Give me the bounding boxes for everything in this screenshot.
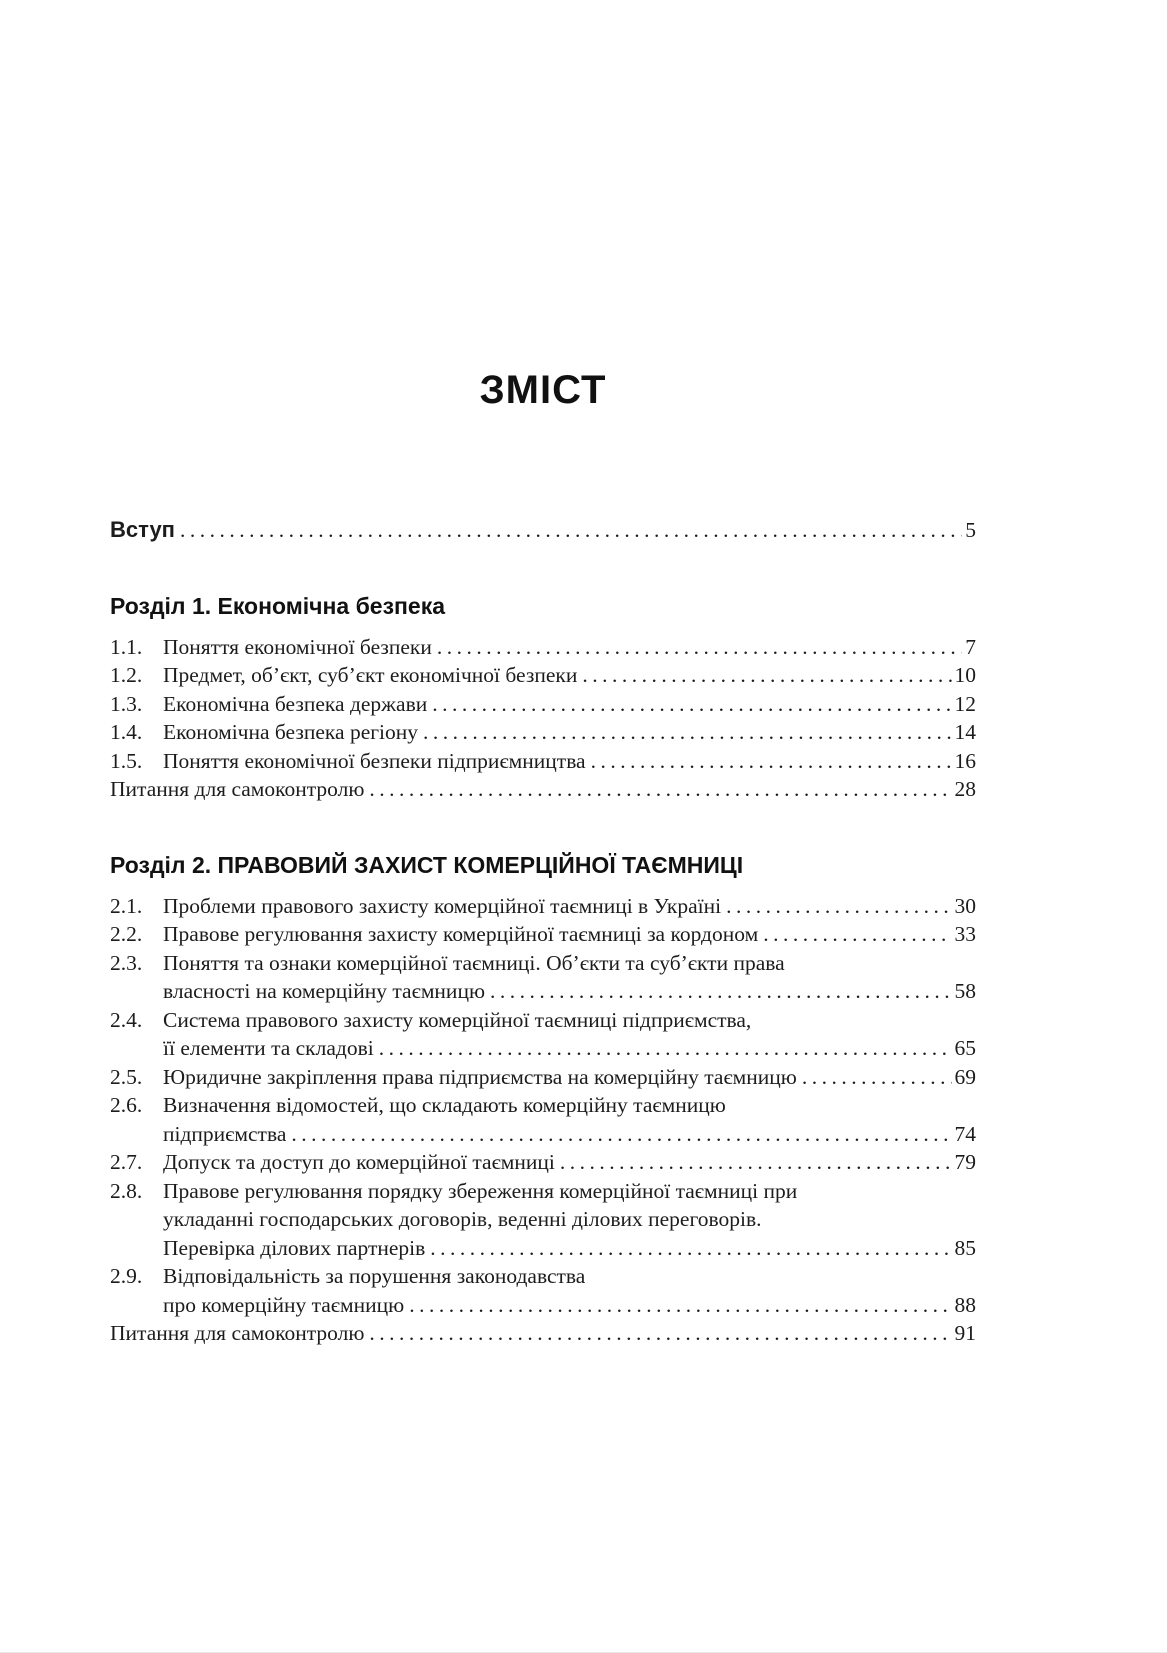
dot-leader xyxy=(582,661,951,690)
toc-entry xyxy=(110,1148,976,1177)
toc-line xyxy=(110,1006,976,1035)
dot-leader xyxy=(591,747,952,776)
entry-number: 2.3. xyxy=(110,950,143,975)
entry-page-number: 5 xyxy=(965,518,976,542)
toc-line xyxy=(110,1034,976,1063)
entry-page-number: 85 xyxy=(954,1235,976,1260)
entry-number: 2.9. xyxy=(110,1264,143,1288)
toc-line xyxy=(110,516,976,545)
dot-leader xyxy=(423,718,951,747)
dot-leader xyxy=(379,1034,952,1063)
dot-leader xyxy=(430,1234,951,1263)
entry-page-number: 74 xyxy=(954,1121,976,1146)
dot-leader xyxy=(490,977,951,1006)
dot-leader xyxy=(369,775,951,804)
entry-title: Перевірка ділових партнерів xyxy=(163,1235,426,1260)
dot-leader xyxy=(560,1148,952,1177)
entry-number: 1.4. xyxy=(110,720,143,744)
entry-page-number: 79 xyxy=(954,1150,976,1174)
toc-line xyxy=(110,1120,976,1149)
dot-leader xyxy=(432,690,951,719)
entry-number: 2.7. xyxy=(110,1150,143,1174)
entry-number: 1.2. xyxy=(110,663,143,687)
toc-section xyxy=(110,591,976,804)
entry-page-number: 91 xyxy=(954,1321,976,1345)
section-heading: Розділ 1. Економічна безпека xyxy=(110,592,445,619)
toc-line xyxy=(110,633,976,662)
toc-entry xyxy=(110,1006,976,1063)
toc-entry xyxy=(110,661,976,690)
entry-title: Відповідальність за порушення законодавства xyxy=(163,1264,586,1288)
toc-entry xyxy=(110,1177,976,1263)
toc-entry xyxy=(110,892,976,921)
entry-title: Економічна безпека регіону xyxy=(163,720,419,744)
entry-title: Правове регулювання порядку збереження комерційної таємниці при xyxy=(163,1178,798,1203)
section-heading: Розділ 2. ПРАВОВИЙ ЗАХИСТ КОМЕРЦІЙНОЇ ТАЄМНИЦІ xyxy=(110,851,744,878)
entry-title: Система правового захисту комерційної таємниці підприємства, xyxy=(163,1007,752,1032)
toc-entry xyxy=(110,949,976,1006)
entry-number: 1.3. xyxy=(110,691,143,716)
entry-page-number: 69 xyxy=(954,1064,976,1089)
toc-line xyxy=(110,690,976,719)
entry-title: Питання для самоконтролю xyxy=(110,1321,365,1345)
toc-entry xyxy=(110,920,976,949)
entry-page-number: 12 xyxy=(954,691,976,716)
dot-leader xyxy=(763,920,951,949)
entry-title: Поняття економічної безпеки xyxy=(163,634,432,659)
toc-sections xyxy=(110,516,976,1348)
entry-title: Питання для самоконтролю xyxy=(110,777,365,801)
toc-line xyxy=(110,718,976,747)
entry-title: Економічна безпека держави xyxy=(163,691,428,716)
entry-title: власності на комерційну таємницю xyxy=(163,979,486,1003)
dot-leader xyxy=(802,1063,952,1092)
toc-entry xyxy=(110,1262,976,1319)
toc-line xyxy=(110,1319,976,1348)
toc-line xyxy=(110,661,976,690)
entry-number: 2.6. xyxy=(110,1093,143,1117)
toc-entry xyxy=(110,516,976,545)
entry-title: підприємства xyxy=(163,1121,287,1146)
entry-title: Юридичне закріплення права підприємства на комерційну таємницю xyxy=(163,1064,797,1089)
toc-line xyxy=(110,775,976,804)
toc-entry xyxy=(110,747,976,776)
dot-leader xyxy=(409,1291,951,1320)
toc-entry xyxy=(110,718,976,747)
toc-line xyxy=(110,1205,976,1234)
toc-entry xyxy=(110,1091,976,1148)
dot-leader xyxy=(180,516,962,545)
toc-line xyxy=(110,1234,976,1263)
entry-title: про комерційну таємницю xyxy=(163,1292,405,1317)
entry-page-number: 58 xyxy=(954,979,976,1003)
toc-line xyxy=(110,1063,976,1092)
entry-number: 2.2. xyxy=(110,922,143,946)
toc-line xyxy=(110,977,976,1006)
entry-page-number: 10 xyxy=(954,663,976,687)
toc-line xyxy=(110,747,976,776)
dot-leader xyxy=(291,1120,951,1149)
entry-title: Поняття та ознаки комерційної таємниці. Об’єкти та суб’єкти права xyxy=(163,950,785,975)
entry-title: Визначення відомостей, що складають комерційну таємницю xyxy=(163,1093,726,1117)
entry-page-number: 14 xyxy=(954,720,976,744)
entry-page-number: 16 xyxy=(954,748,976,773)
entry-title: Правове регулювання захисту комерційної таємниці за кордоном xyxy=(163,922,759,946)
entry-number: 2.8. xyxy=(110,1178,143,1203)
entry-number: 1.1. xyxy=(110,634,143,659)
entry-title: Допуск та доступ до комерційної таємниці xyxy=(163,1150,555,1174)
toc-section xyxy=(110,850,976,1348)
toc-content xyxy=(110,0,976,1348)
toc-section xyxy=(110,516,976,545)
toc-line xyxy=(110,892,976,921)
entry-title: Предмет, об’єкт, суб’єкт економічної безпеки xyxy=(163,663,578,687)
toc-line xyxy=(110,1262,976,1291)
toc-entry xyxy=(110,1319,976,1348)
toc-line xyxy=(110,920,976,949)
toc-entry xyxy=(110,775,976,804)
entry-page-number: 33 xyxy=(954,922,976,946)
entry-title: Вступ xyxy=(110,517,175,542)
entry-page-number: 28 xyxy=(954,777,976,801)
toc-line xyxy=(110,1148,976,1177)
toc-line xyxy=(110,1177,976,1206)
dot-leader xyxy=(369,1319,951,1348)
entry-page-number: 7 xyxy=(965,634,976,659)
entry-title: її елементи та складові xyxy=(163,1036,374,1060)
entry-title: укладанні господарських договорів, веденні ділових переговорів. xyxy=(163,1207,762,1231)
toc-line xyxy=(110,1291,976,1320)
dot-leader xyxy=(437,633,962,662)
entry-page-number: 30 xyxy=(954,893,976,918)
entry-title: Проблеми правового захисту комерційної таємниці в Україні xyxy=(163,893,722,918)
entry-page-number: 65 xyxy=(954,1036,976,1060)
entry-number: 1.5. xyxy=(110,748,143,773)
toc-line xyxy=(110,1091,976,1120)
toc-entry xyxy=(110,690,976,719)
entry-number: 2.1. xyxy=(110,893,143,918)
page-title: ЗМІСТ xyxy=(479,368,607,412)
entry-page-number: 88 xyxy=(954,1292,976,1317)
toc-entry xyxy=(110,1063,976,1092)
toc-line xyxy=(110,949,976,978)
toc-entry xyxy=(110,633,976,662)
entry-number: 2.5. xyxy=(110,1064,143,1089)
entry-number: 2.4. xyxy=(110,1007,143,1032)
dot-leader xyxy=(726,892,951,921)
entry-title: Поняття економічної безпеки підприємництва xyxy=(163,748,586,773)
